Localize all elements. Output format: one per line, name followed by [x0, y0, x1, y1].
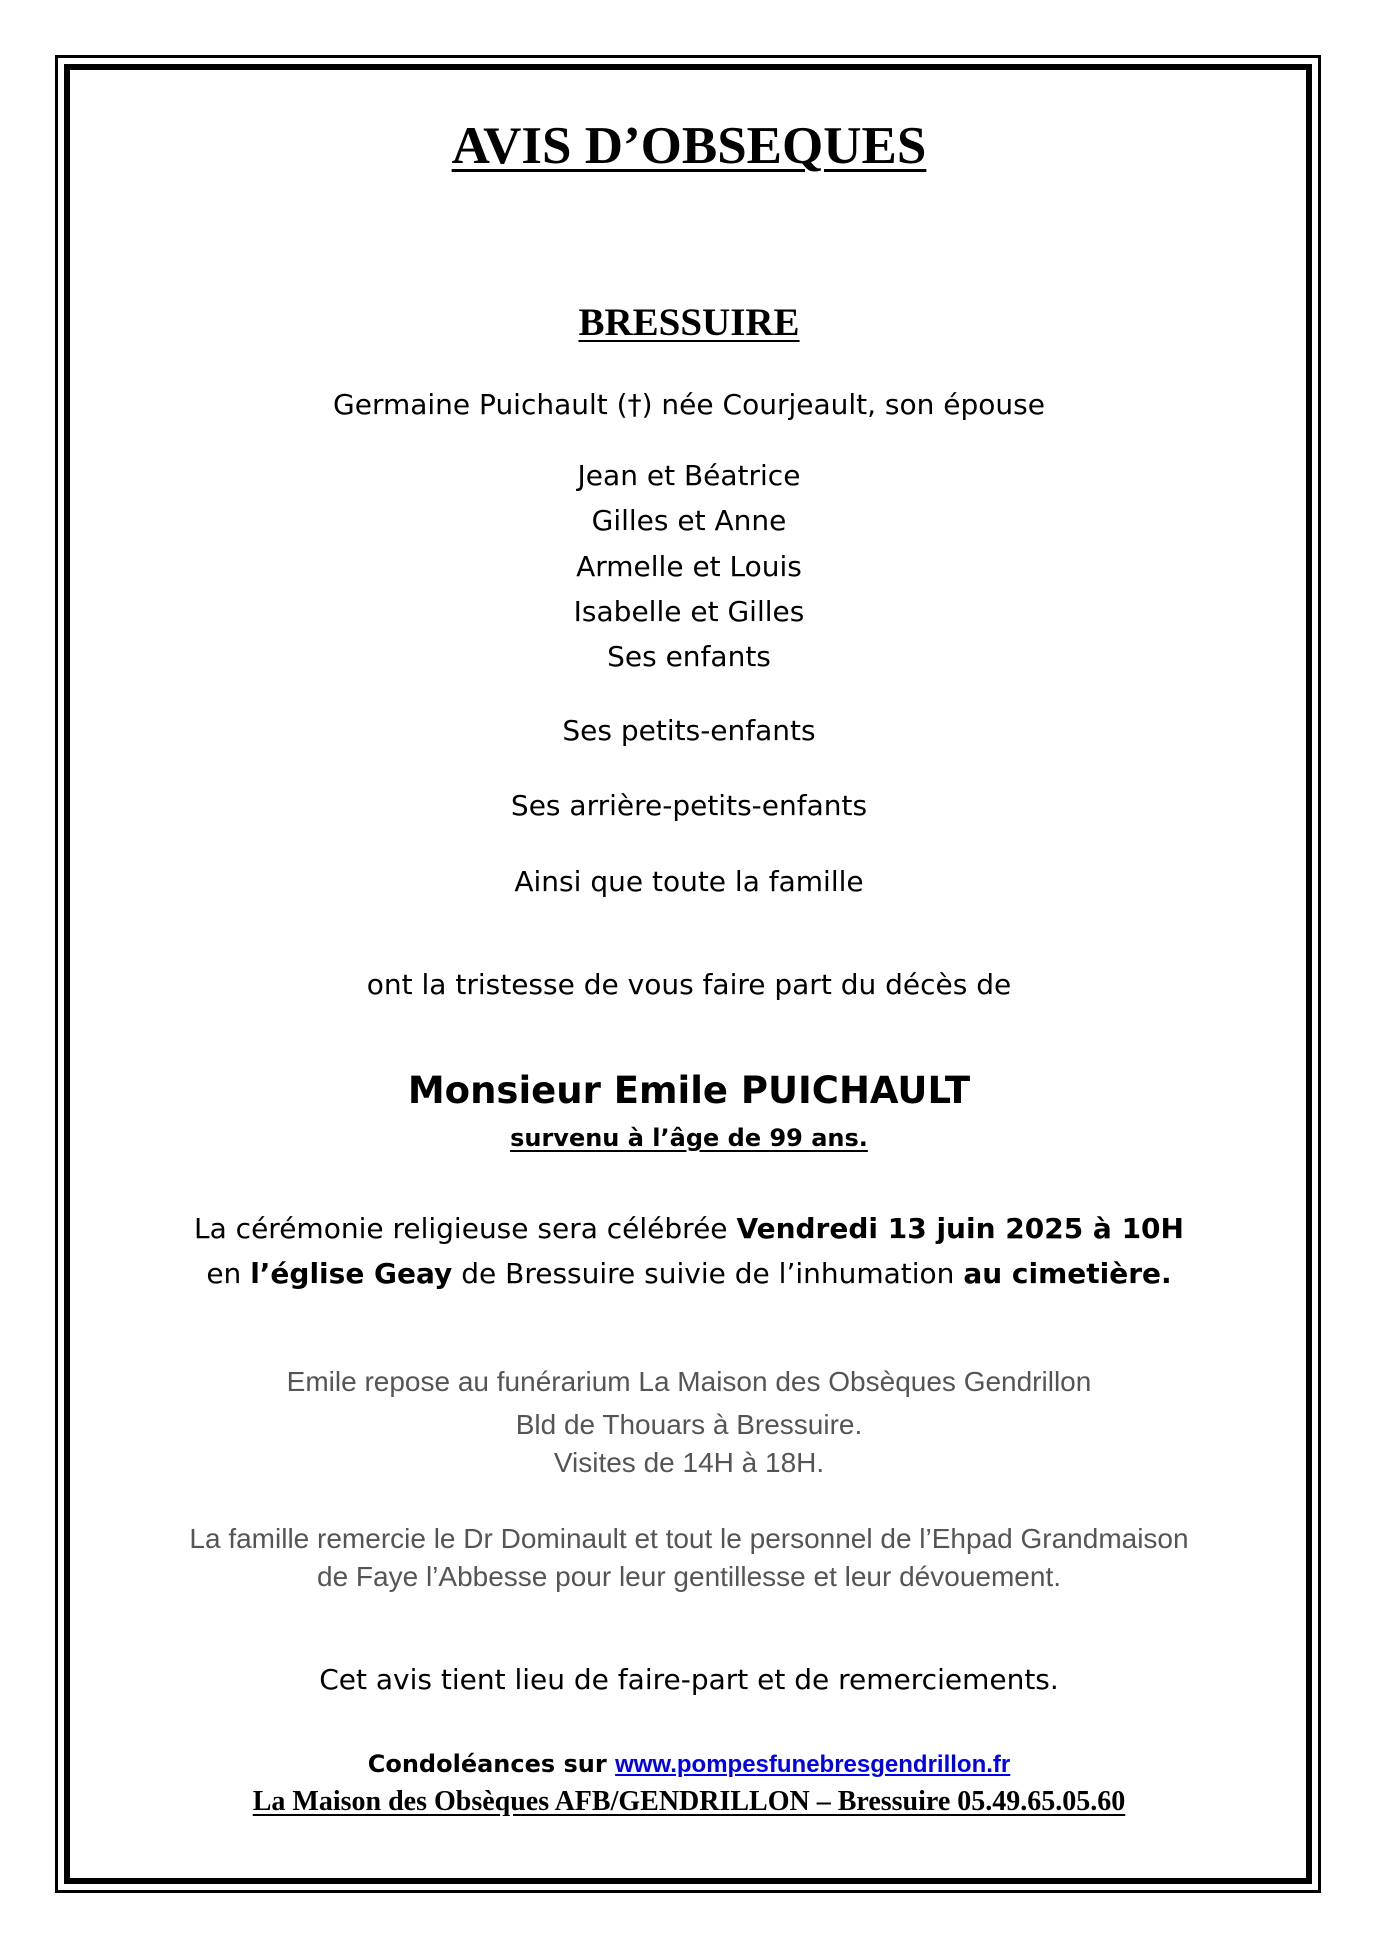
thanks-line-2: de Faye l’Abbesse pour leur gentillesse et leur dévouement. — [317, 1561, 1061, 1592]
condolences-label: Condoléances sur — [367, 1750, 616, 1778]
children-line-4: Isabelle et Gilles — [573, 595, 805, 628]
city-heading: BRESSUIRE — [578, 301, 800, 344]
visiting-hours: Visites de 14H à 18H. — [553, 1447, 825, 1478]
ceremony-line-2 — [0, 1257, 1378, 1290]
church-name: l’église Geay — [250, 1257, 453, 1290]
children-label: Ses enfants — [607, 640, 771, 673]
children-line-1: Jean et Béatrice — [577, 459, 801, 492]
ceremony-text-middle: de Bressuire suivie de l’inhumation — [452, 1257, 964, 1290]
condolences-link[interactable]: www.pompesfunebresgendrillon.fr — [615, 1751, 1011, 1778]
funerarium-line-1: Emile repose au funérarium La Maison des Obsèques Gendrillon — [286, 1366, 1092, 1397]
deceased-name: Monsieur Emile PUICHAULT — [407, 1069, 971, 1112]
children-line-3: Armelle et Louis — [576, 550, 802, 583]
thanks-line-1: La famille remercie le Dr Dominault et tout le personnel de l’Ehpad Grandmaison — [189, 1523, 1189, 1554]
ceremony-text-prefix: en — [206, 1257, 251, 1290]
spouse-line: Germaine Puichault (†) née Courjeault, son épouse — [333, 388, 1045, 421]
great-grandchildren-line: Ses arrière-petits-enfants — [510, 789, 868, 822]
cemetery-text: au cimetière. — [963, 1257, 1172, 1290]
children-line-2: Gilles et Anne — [591, 504, 787, 537]
notice-line: Cet avis tient lieu de faire-part et de remerciements. — [319, 1663, 1059, 1696]
ceremony-line-1 — [0, 1212, 1378, 1245]
funerarium-line-2: Bld de Thouars à Bressuire. — [515, 1409, 863, 1440]
notice-title: AVIS D’OBSEQUES — [451, 117, 927, 175]
age-line: survenu à l’âge de 99 ans. — [510, 1124, 868, 1152]
grandchildren-line: Ses petits-enfants — [562, 714, 816, 747]
announcement-line: ont la tristesse de vous faire part du décès de — [366, 968, 1012, 1001]
ceremony-text: La cérémonie religieuse sera célébrée — [194, 1212, 737, 1245]
family-line: Ainsi que toute la famille — [514, 865, 864, 898]
ceremony-date: Vendredi 13 juin 2025 à 10H — [736, 1212, 1184, 1245]
condolences-line — [0, 1750, 1378, 1779]
funeral-home-line: La Maison des Obsèques AFB/GENDRILLON – Bressuire 05.49.65.05.60 — [252, 1786, 1126, 1817]
